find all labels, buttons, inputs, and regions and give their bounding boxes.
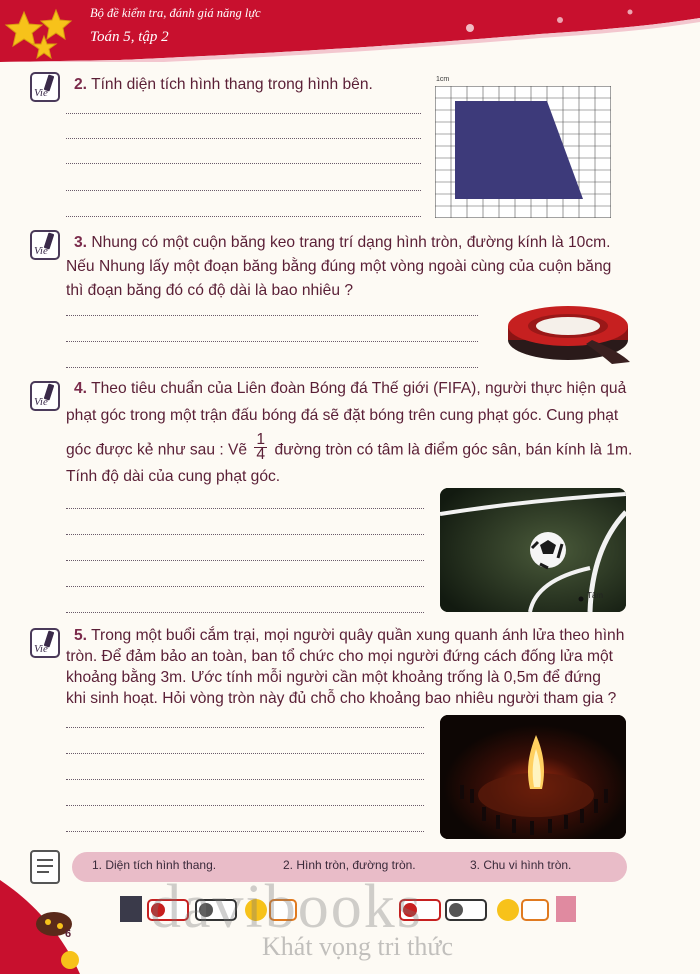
topic-2: 2. Hình tròn, đường tròn. <box>283 858 416 872</box>
pencil-icon: Vie <box>30 230 60 260</box>
answer-line[interactable] <box>66 138 421 139</box>
grid-scale-label: 1cm <box>436 76 450 83</box>
question-line: Theo tiêu chuẩn của Liên đoàn Bóng đá Thế giới (FIFA), người thực hiện quả <box>91 380 627 397</box>
answer-line[interactable] <box>66 508 424 509</box>
page-number: 6 <box>65 928 72 940</box>
trapezoid-grid <box>435 86 611 218</box>
answer-line[interactable] <box>66 753 424 754</box>
pencil-icon: Vie <box>30 381 60 411</box>
center-label: Tâm <box>587 591 603 600</box>
question-line: Trong một buổi cắm trại, mọi người quây quần xung quanh ánh lửa theo hình <box>91 627 625 644</box>
fraction: $\frac{1}{4}$ <box>256 431 266 463</box>
tape-roll-image <box>502 300 632 366</box>
answer-line[interactable] <box>66 727 424 728</box>
question-4 <box>74 377 644 401</box>
answer-line[interactable] <box>66 560 424 561</box>
answer-line[interactable] <box>66 367 478 368</box>
corner-kick-photo <box>440 488 626 612</box>
question-line: góc được kẻ như sau : Vẽ $\frac{1}{4}$ đường tròn có tâm là điểm góc sân, bán kính là 1m. <box>66 431 633 463</box>
pencil-icon: Vie <box>30 628 60 658</box>
book-title: Bộ đề kiểm tra, đánh giá năng lực <box>90 6 261 20</box>
topic-3: 3. Chu vi hình tròn. <box>470 858 572 872</box>
question-line: Tính độ dài của cung phạt góc. <box>66 468 281 485</box>
question-line: Nhung có một cuộn băng keo trang trí dạng hình tròn, đường kính là 10cm. <box>91 234 611 251</box>
answer-line[interactable] <box>66 163 421 164</box>
question-line: phạt góc trong một trận đấu bóng đá sẽ đặt bóng trên cung phạt góc. Cung phạt <box>66 407 619 424</box>
answer-line[interactable] <box>66 779 424 780</box>
answer-line[interactable] <box>66 586 424 587</box>
answer-line[interactable] <box>66 805 424 806</box>
question-number: 5. <box>74 627 88 644</box>
question-number: 3. <box>74 234 88 251</box>
watermark: davibooks <box>150 873 423 941</box>
question-number: 4. <box>74 380 88 397</box>
document-icon <box>30 850 60 884</box>
question-line: khi sinh hoạt. Hỏi vòng tròn này đủ chỗ cho khoảng bao nhiêu người tham gia ? <box>66 690 617 707</box>
watermark-slogan: Khát vọng tri thức <box>262 932 454 961</box>
question-text: Tính diện tích hình thang trong hình bên. <box>91 76 373 93</box>
question-3 <box>74 231 634 255</box>
answer-line[interactable] <box>66 190 421 191</box>
question-number: 2. <box>74 76 88 93</box>
question-line: khoảng bằng 3m. Ước tính mỗi người cần một khoảng trống là 0,5m để đứng <box>66 669 601 686</box>
question-line: thì đoạn băng đó có độ dài là bao nhiêu ? <box>66 282 353 299</box>
book-subtitle: Toán 5, tập 2 <box>90 29 169 45</box>
answer-line[interactable] <box>66 315 478 316</box>
campfire-photo <box>440 715 626 839</box>
answer-line[interactable] <box>66 612 424 613</box>
answer-line[interactable] <box>66 831 424 832</box>
header-stars <box>4 8 84 64</box>
pencil-icon: Vie <box>30 72 60 102</box>
answer-line[interactable] <box>66 534 424 535</box>
answer-line[interactable] <box>66 216 421 217</box>
question-line: Nếu Nhung lấy một đoạn băng bằng đúng một vòng ngoài cùng của cuộn băng <box>66 258 612 275</box>
topic-1: 1. Diện tích hình thang. <box>92 858 217 872</box>
answer-line[interactable] <box>66 113 421 114</box>
question-2 <box>74 73 373 97</box>
question-line: tròn. Để đảm bảo an toàn, ban tổ chức cho mọi người đứng cách đống lửa một <box>66 648 613 665</box>
answer-line[interactable] <box>66 341 478 342</box>
